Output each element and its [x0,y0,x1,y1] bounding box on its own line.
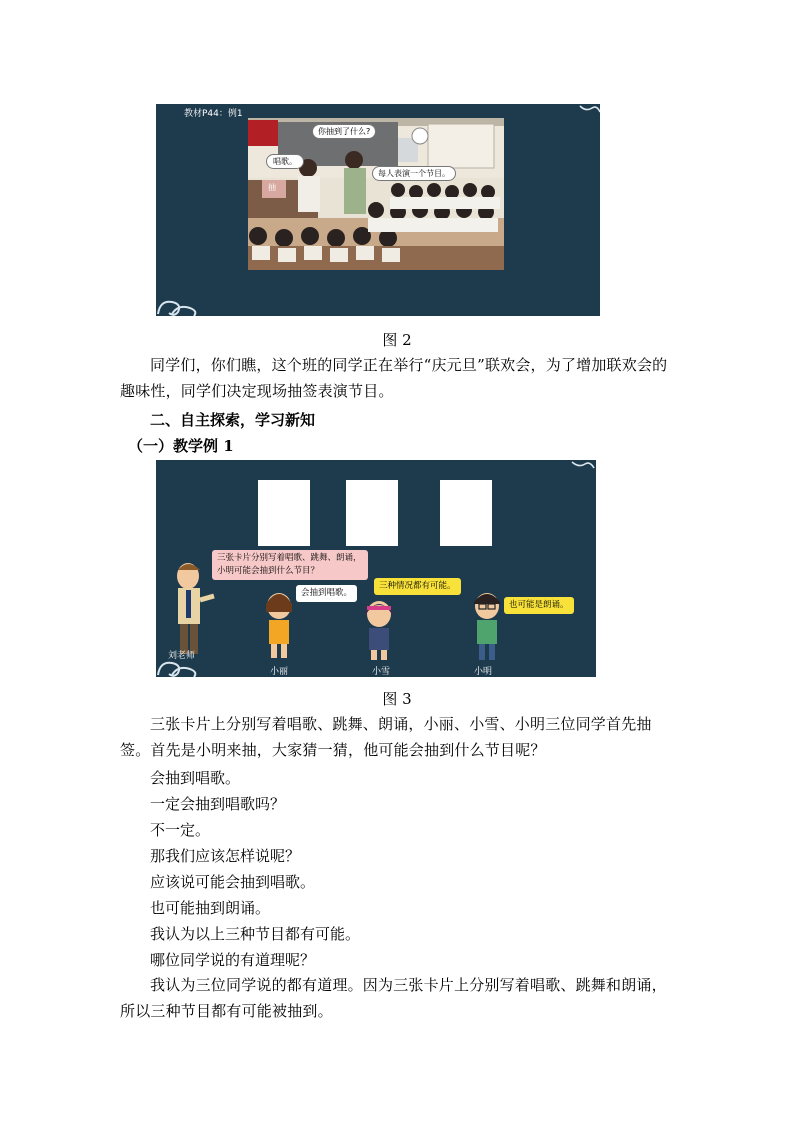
xiaoli-name: 小丽 [270,667,289,677]
subsection-heading: （一）教学例 1 [128,437,234,455]
rule-bubble: 每人表演一个节目。 [372,166,456,181]
figure-3-caption: 图 3 [382,690,412,708]
dialogue-line: 应该说可能会抽到唱歌。 [150,873,316,891]
classroom-scene-icon [248,118,504,270]
teacher-speech-text: 三张卡片分别写着唱歌、跳舞、朗诵，小明可能会抽到什么节目？ [217,553,362,576]
dialogue-line: 一定会抽到唱歌吗？ [150,795,286,813]
lottery-card-2 [346,480,398,546]
xiaoli-figure-icon [262,590,296,660]
teacher-name: 刘老师 [168,651,196,661]
intro-paragraph: 同学们，你们瞧，这个班的同学正在举行“庆元旦”联欢会，为了增加联欢会的趣味性，同学们决定现场抽签表演节目。 [120,356,668,400]
xiaoli-speech-bubble [296,585,357,602]
teacher-figure-icon [170,560,216,656]
figure-2-caption: 图 2 [382,331,412,349]
classroom-illustration [248,118,504,270]
dialogue-line: 不一定。 [150,821,211,839]
dialogue-line: 哪位同学说的有道理呢？ [150,951,316,969]
xiaoming-speech-text: 也可能是朗诵。 [509,600,569,610]
xiaoming-speech-bubble [504,597,574,614]
lottery-card-1 [258,480,310,546]
xiaoxue-speech-text: 三种情况都有可能。 [379,581,456,591]
xiaoxue-speech-bubble [374,578,461,595]
student-answer-bubble: 唱歌。 [266,154,304,169]
xiaoli-speech-text: 会抽到唱歌。 [301,588,353,598]
teacher-question-bubble: 你抽到了什么? [312,124,376,139]
xiaoxue-figure-icon [362,598,396,662]
draw-box-label: 抽 [268,183,276,192]
xiaoming-figure-icon [470,590,504,662]
top-right-swirl-icon [570,460,596,474]
closing-paragraph: 我认为三位同学说的都有道理。因为三张卡片上分别写着唱歌、跳舞和朗诵，所以三种节目都有可能被抽到。 [120,976,667,1020]
xiaoxue-name: 小雪 [372,667,391,677]
figure-2-label: 教材P44：例1 [184,109,243,119]
xiaoming-name: 小明 [474,667,493,677]
top-right-swirl-icon [578,104,600,120]
figure-3-panel [156,460,596,677]
dialogue-line: 会抽到唱歌。 [150,769,241,787]
dialogue-line: 我认为以上三种节目都有可能。 [150,925,361,943]
figure-2-panel [156,104,600,316]
dialogue-line: 那我们应该怎样说呢？ [150,847,301,865]
section-heading: 二、自主探索，学习新知 [150,411,316,429]
bottom-left-swirl-icon [156,286,206,316]
teacher-speech-bubble [212,550,368,580]
body-paragraph: 三张卡片上分别写着唱歌、跳舞、朗诵，小丽、小雪、小明三位同学首先抽签。首先是小明来抽，大家猜一猜，他可能会抽到什么节目呢？ [120,715,652,759]
dialogue-line: 也可能抽到朗诵。 [150,899,271,917]
lottery-card-3 [440,480,492,546]
